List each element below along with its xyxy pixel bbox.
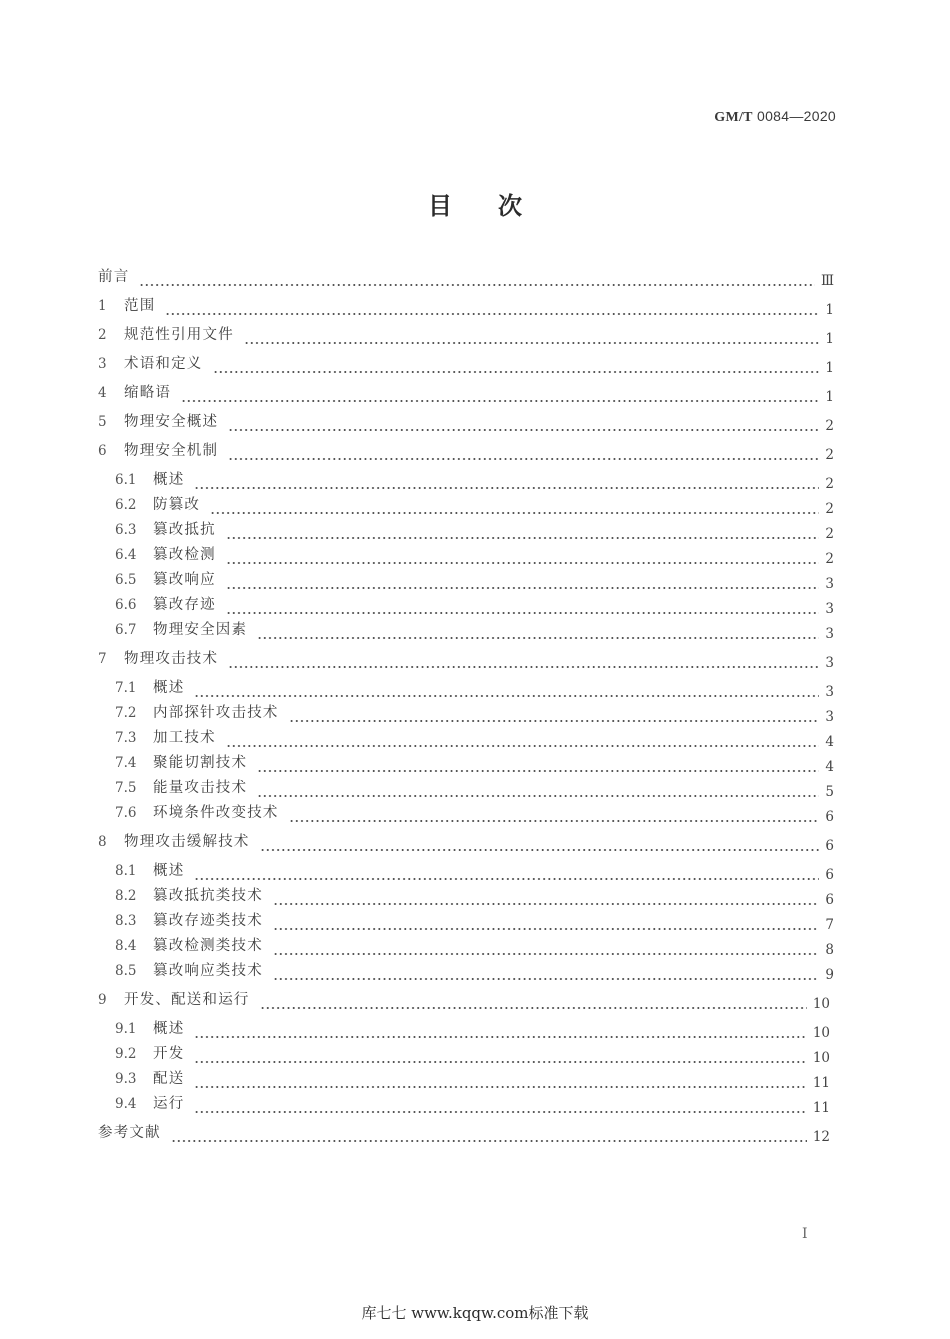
toc-entry-page: 2 [825,447,834,463]
toc-entry-page: 6 [825,867,834,883]
toc-leader-dots [257,752,819,774]
toc-entry-label: 概述 [153,863,185,879]
toc-entry-page: 3 [825,684,834,700]
toc-entry-number: 6 [98,443,107,459]
toc-leader-dots [289,802,820,824]
toc-entry-number: 6.5 [115,572,137,588]
toc-entry-number: 6.4 [115,547,137,563]
toc-entry-page: 1 [825,389,834,405]
toc-entry-page: 2 [825,501,834,517]
toc-entry-label: 参考文献 [98,1125,161,1141]
toc-entry-number: 8.2 [115,888,137,904]
toc-entry[interactable] [98,266,834,288]
toc-leader-dots [165,295,819,317]
toc-entry-page: 3 [825,601,834,617]
toc-entry-page: Ⅲ [820,273,834,289]
toc-entry-label: 开发 [153,1046,185,1062]
toc-leader-dots [257,619,819,641]
toc-entry-label: 概述 [153,680,185,696]
toc-entry-number: 6.2 [115,497,137,513]
toc-entry-number: 8.5 [115,963,137,979]
toc-entry-number: 7.5 [115,780,137,796]
toc-entry-page: 3 [825,626,834,642]
toc-entry-label: 环境条件改变技术 [153,805,279,821]
toc-leader-dots [273,960,820,982]
toc-entry[interactable] [115,960,834,982]
toc-entry-number: 8.4 [115,938,137,954]
toc-leader-dots [273,885,820,907]
toc-entry-number: 7.2 [115,705,137,721]
toc-entry-page: 3 [825,576,834,592]
toc-entry-page: 1 [825,302,834,318]
toc-entry-number: 1 [98,298,107,314]
toc-entry-label: 物理攻击缓解技术 [124,834,250,850]
toc-entry-page: 10 [812,1050,830,1066]
toc-entry-label: 范围 [124,298,156,314]
toc-entry-page: 1 [825,360,834,376]
footer-watermark: 库七七 www.kqqw.com标准下载 [361,1304,589,1322]
toc-entry[interactable] [115,910,834,932]
toc-entry-number: 9.2 [115,1046,137,1062]
toc-leader-dots [226,519,820,541]
toc-entry-page: 1 [825,331,834,347]
toc-entry[interactable] [115,777,834,799]
toc-entry-page: 2 [825,526,834,542]
toc-entry-label: 物理安全概述 [124,414,219,430]
toc-entry[interactable] [115,1093,830,1115]
toc-entry[interactable] [115,619,834,641]
toc-entry[interactable] [98,1122,830,1144]
page-title: 目次 [428,192,568,220]
toc-entry-number: 4 [98,385,107,401]
toc-entry-page: 11 [812,1100,830,1116]
toc-entry-number: 9.4 [115,1096,137,1112]
toc-entry[interactable] [98,831,834,853]
toc-entry-number: 6.3 [115,522,137,538]
toc-entry-page: 10 [812,1025,830,1041]
toc-entry[interactable] [115,494,834,516]
toc-entry-page: 2 [825,551,834,567]
toc-entry[interactable] [115,1043,830,1065]
toc-entry-page: 6 [825,892,834,908]
toc-entry-number: 5 [98,414,107,430]
toc-entry-label: 篡改响应类技术 [153,963,263,979]
toc-leader-dots [181,382,819,404]
toc-entry-page: 11 [812,1075,830,1091]
toc-entry-label: 开发、配送和运行 [124,992,250,1008]
toc-entry-label: 聚能切割技术 [153,755,248,771]
toc-entry[interactable] [98,648,834,670]
toc-entry-page: 9 [825,967,834,983]
toc-leader-dots [139,266,815,288]
toc-entry-label: 物理攻击技术 [124,651,219,667]
toc-entry[interactable] [98,324,834,346]
toc-leader-dots [194,860,819,882]
toc-entry-number: 7 [98,651,107,667]
toc-entry-label: 篡改存迹类技术 [153,913,263,929]
toc-entry-number: 9.3 [115,1071,137,1087]
toc-entry-label: 篡改响应 [153,572,216,588]
toc-entry-label: 篡改检测类技术 [153,938,263,954]
toc-entry-number: 6.7 [115,622,137,638]
toc-leader-dots [273,935,820,957]
toc-entry[interactable] [98,989,830,1011]
toc-leader-dots [257,777,819,799]
toc-leader-dots [226,727,820,749]
toc-entry[interactable] [115,1018,830,1040]
toc-entry[interactable] [98,353,834,375]
toc-leader-dots [194,1068,806,1090]
toc-entry[interactable] [115,469,834,491]
toc-entry-number: 9.1 [115,1021,137,1037]
toc-entry[interactable] [98,440,834,462]
toc-leader-dots [194,1093,806,1115]
toc-entry-number: 7.6 [115,805,137,821]
toc-entry-page: 10 [812,996,830,1012]
toc-entry-page: 3 [825,709,834,725]
toc-entry[interactable] [115,519,834,541]
toc-entry[interactable] [115,860,834,882]
toc-entry-label: 防篡改 [153,497,201,513]
toc-entry-label: 概述 [153,472,185,488]
toc-entry-label: 篡改检测 [153,547,216,563]
toc-entry[interactable] [115,1068,830,1090]
toc-entry-number: 9 [98,992,107,1008]
toc-leader-dots [194,1043,806,1065]
toc-entry-label: 术语和定义 [124,356,203,372]
toc-entry-label: 规范性引用文件 [124,327,234,343]
toc-entry[interactable] [115,569,834,591]
toc-leader-dots [213,353,820,375]
toc-entry[interactable] [115,594,834,616]
toc-entry-label: 配送 [153,1071,185,1087]
toc-entry-label: 物理安全机制 [124,443,219,459]
toc-entry-page: 6 [825,838,834,854]
toc-leader-dots [289,702,820,724]
toc-entry-page: 4 [825,759,834,775]
toc-entry[interactable] [115,727,834,749]
toc-entry-page: 12 [812,1129,830,1145]
toc-entry-number: 8.1 [115,863,137,879]
toc-entry[interactable] [115,544,834,566]
toc-entry[interactable] [115,677,834,699]
toc-entry-number: 3 [98,356,107,372]
toc-entry-page: 8 [825,942,834,958]
toc-entry-number: 7.4 [115,755,137,771]
toc-leader-dots [194,1018,806,1040]
toc-entry[interactable] [115,802,834,824]
toc-entry-number: 7.1 [115,680,137,696]
toc-entry[interactable] [115,935,834,957]
toc-leader-dots [260,831,820,853]
toc-entry[interactable] [98,382,834,404]
toc-entry-number: 7.3 [115,730,137,746]
toc-entry-page: 7 [825,917,834,933]
toc-entry[interactable] [115,702,834,724]
toc-entry-page: 2 [825,418,834,434]
standard-prefix: GM/T [714,110,753,125]
toc-entry-label: 缩略语 [124,385,172,401]
toc-entry-number: 6.1 [115,472,137,488]
toc-leader-dots [228,411,819,433]
toc-entry-label: 内部探针攻击技术 [153,705,279,721]
toc-entry-label: 前言 [98,269,130,285]
page-number: I [802,1226,808,1242]
toc-entry[interactable] [98,411,834,433]
toc-entry-page: 2 [825,476,834,492]
toc-leader-dots [210,494,819,516]
toc-entry[interactable] [98,295,834,317]
toc-entry[interactable] [115,885,834,907]
toc-leader-dots [260,989,807,1011]
toc-entry-label: 能量攻击技术 [153,780,248,796]
toc-entry-number: 8 [98,834,107,850]
toc-entry-page: 3 [825,655,834,671]
toc-entry-label: 加工技术 [153,730,216,746]
toc-entry-label: 篡改抵抗类技术 [153,888,263,904]
toc-leader-dots [226,544,820,566]
toc-entry-page: 4 [825,734,834,750]
toc-entry-number: 8.3 [115,913,137,929]
standard-number: 0084—2020 [757,108,836,124]
toc-leader-dots [273,910,820,932]
toc-leader-dots [244,324,820,346]
toc-entry-label: 篡改存迹 [153,597,216,613]
toc-leader-dots [228,440,819,462]
toc-entry-label: 运行 [153,1096,185,1112]
toc-leader-dots [226,594,820,616]
toc-leader-dots [226,569,820,591]
toc-entry-label: 物理安全因素 [153,622,248,638]
toc-entry-number: 2 [98,327,107,343]
toc-leader-dots [228,648,819,670]
toc-leader-dots [194,469,819,491]
toc-leader-dots [194,677,819,699]
toc-leader-dots [171,1122,807,1144]
toc-entry-label: 篡改抵抗 [153,522,216,538]
toc-entry-label: 概述 [153,1021,185,1037]
toc-entry-page: 6 [825,809,834,825]
toc-entry-number: 6.6 [115,597,137,613]
toc-entry-page: 5 [825,784,834,800]
toc-entry[interactable] [115,752,834,774]
